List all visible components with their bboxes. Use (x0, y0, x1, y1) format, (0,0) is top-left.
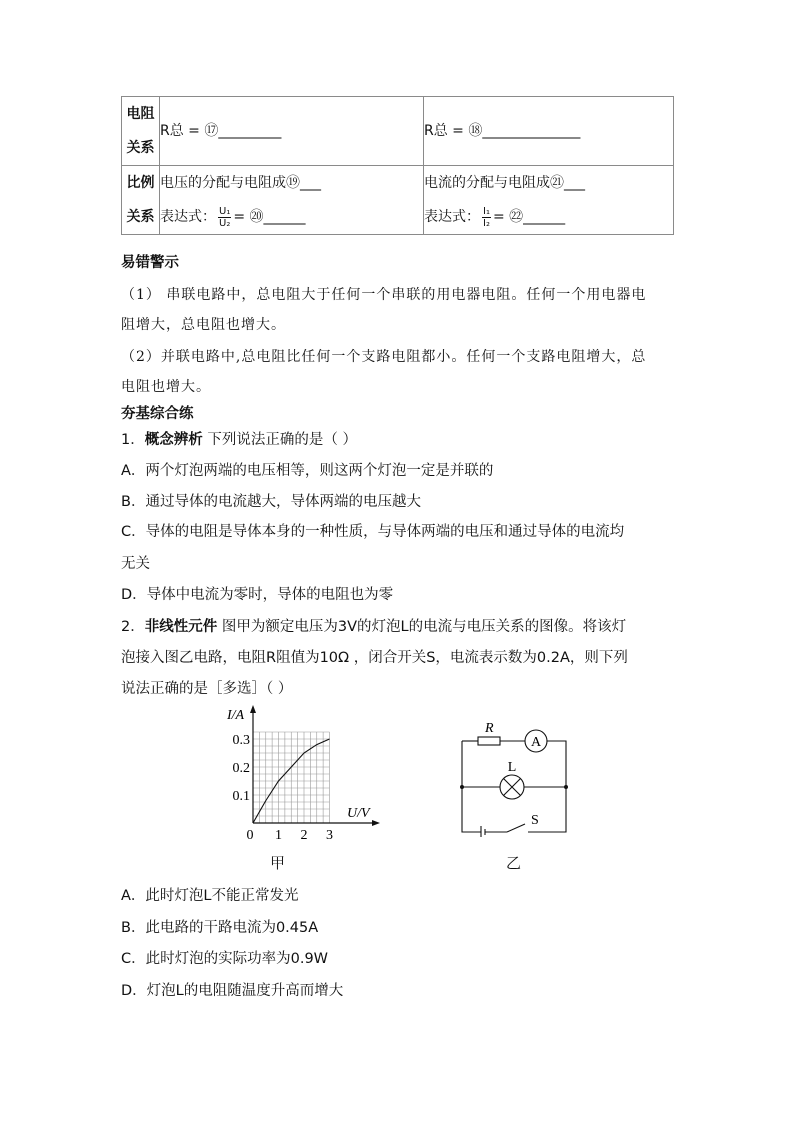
fraction-numerator: U₁ (219, 205, 231, 217)
voltage-ratio (218, 206, 231, 229)
header-line: 比例 (126, 175, 155, 191)
bulb-label: L (507, 760, 517, 775)
resistor-symbol (478, 737, 500, 745)
graph-grid (253, 732, 330, 823)
y-tick-label: 0.3 (232, 733, 250, 748)
y-tick-label: 0.2 (232, 761, 250, 776)
option-a: A．两个灯泡两端的电压相等，则这两个灯泡一定是并联的 (121, 463, 494, 479)
q2-option-b: B．此电路的干路电流为0.45A (121, 920, 319, 936)
parallel-cell (424, 166, 674, 235)
row-header (122, 166, 160, 235)
fraction-denominator: U₂ (219, 217, 231, 229)
question-2-stem (121, 615, 626, 636)
warning-item-1: （1） 串联电路中，总电阻大于任何一个串联的用电器电阻。任何一个用电器电 (121, 287, 647, 303)
series-cell (160, 166, 424, 235)
battery-symbol (481, 826, 485, 837)
parallel-cell (424, 97, 674, 166)
question-tag: 非线性元件 (144, 619, 218, 635)
parallel-expression (424, 200, 673, 234)
y-axis-label: I/A (227, 708, 245, 723)
warning-item-1-cont: 阻增大，总电阻也增大。 (121, 317, 286, 333)
switch-label: S (531, 813, 539, 828)
option-c-cont: 无关 (121, 556, 150, 572)
voltage-division-text: 电压的分配与电阻成⑲___ (160, 175, 321, 191)
warning-item-2: （2）并联电路中,总电阻比任何一个支路电阻都小。任何一个支路电阻增大，总 (121, 349, 647, 365)
option-c: C．导体的电阻是导体本身的一种性质，与导体两端的电压和通过导体的电流均 (121, 524, 625, 540)
q2-option-d: D．灯泡L的电阻随温度升高而增大 (121, 983, 344, 999)
expression-label: 表达式： (160, 209, 216, 225)
practice-title: 夯基综合练 (121, 406, 194, 422)
x-tick-label: 1 (275, 828, 282, 843)
current-division-text: 电流的分配与电阻成㉑___ (424, 175, 585, 191)
expression-blank: = ⑳______ (233, 209, 306, 225)
table-row (122, 166, 674, 235)
figure-caption-jia: 甲 (270, 854, 286, 872)
resistor-label: R (485, 721, 494, 736)
bulb-cross (504, 779, 521, 796)
x-tick-label: 2 (300, 828, 308, 843)
series-cell (160, 97, 424, 166)
y-axis-arrow (250, 705, 256, 713)
series-resistance-text: R总 = ⑰_________ (160, 123, 282, 139)
switch-symbol (507, 824, 525, 832)
iu-graph (215, 702, 385, 847)
circuit-diagram (455, 712, 575, 837)
question-text: 图甲为额定电压为3V的灯泡L的电流与电压关系的图像。将该灯 (217, 619, 627, 635)
expression-label: 表达式： (424, 209, 480, 225)
fraction-numerator: I₁ (483, 205, 490, 217)
series-expression (160, 200, 423, 234)
q2-option-a: A．此时灯泡L不能正常发光 (121, 888, 299, 904)
header-line: 关系 (126, 140, 155, 156)
question-number: 2． (121, 619, 145, 635)
parallel-resistance-text: R总 = ⑱______________ (424, 123, 581, 139)
figure-caption-yi: 乙 (506, 854, 522, 872)
junction-dot (564, 785, 568, 789)
x-axis-arrow (372, 820, 380, 826)
expression-blank: = ㉒______ (492, 209, 566, 225)
question-text: 下列说法正确的是（ ） (202, 432, 357, 448)
x-axis-label: U/V (347, 806, 370, 821)
current-ratio (482, 206, 491, 229)
option-b: B．通过导体的电流越大，导体两端的电压越大 (121, 494, 421, 510)
header-line: 电阻 (126, 106, 155, 122)
question-tag: 概念辨析 (144, 432, 203, 448)
option-d: D．导体中电流为零时，导体的电阻也为零 (121, 587, 394, 603)
fraction-denominator: I₂ (483, 217, 490, 229)
x-tick-label: 3 (326, 828, 333, 843)
question-1-stem (121, 428, 357, 449)
warning-title: 易错警示 (121, 255, 179, 271)
header-line: 关系 (126, 209, 155, 225)
junction-dot (460, 785, 464, 789)
row-header (122, 97, 160, 166)
question-2-stem-cont: 说法正确的是［多选］（ ） (121, 681, 293, 697)
origin-label: 0 (246, 828, 254, 843)
ammeter-label: A (530, 735, 542, 750)
relationship-table (121, 96, 674, 235)
question-2-stem-cont: 泡接入图乙电路，电阻R阻值为10Ω ，闭合开关S，电流表示数为0.2A，则下列 (121, 650, 628, 666)
question-number: 1． (121, 432, 145, 448)
q2-option-c: C．此时灯泡的实际功率为0.9W (121, 951, 329, 967)
warning-item-2-cont: 电阻也增大。 (121, 379, 211, 395)
table-row (122, 97, 674, 166)
y-tick-label: 0.1 (232, 789, 250, 804)
